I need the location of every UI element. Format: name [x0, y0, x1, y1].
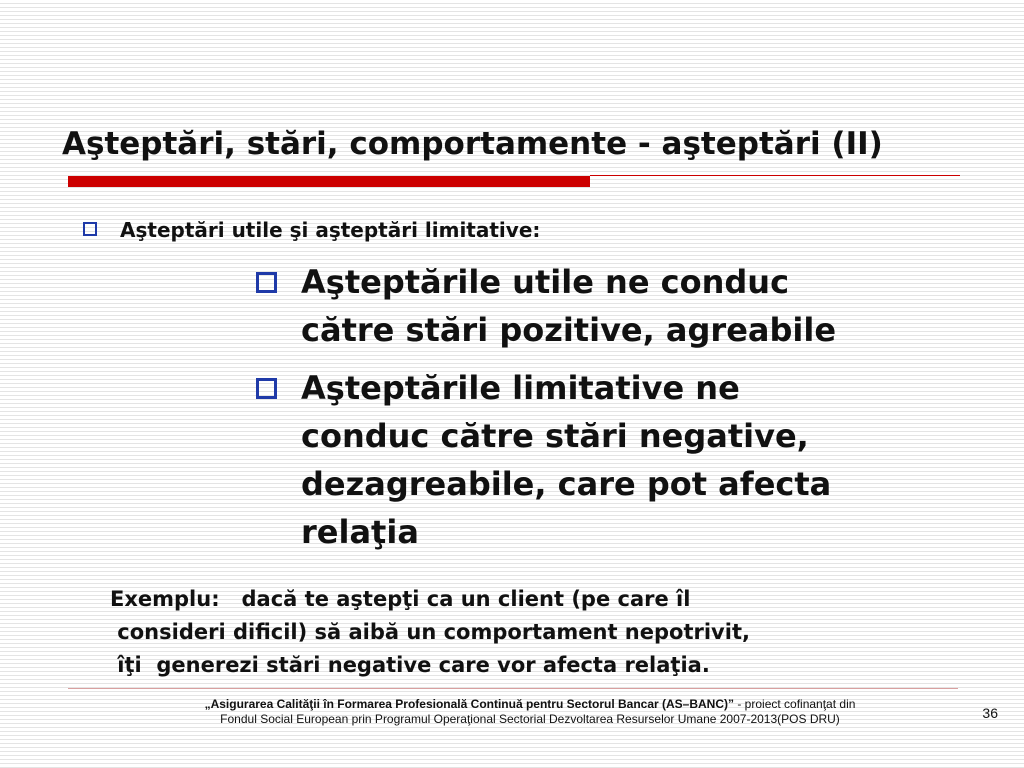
footer-credits: [90, 697, 970, 727]
square-bullet-icon: [256, 378, 277, 399]
example-line: Exemplu: dacă te aştepţi ca un client (pe care îl: [110, 587, 691, 611]
bullet-text-line: dezagreabile, care pot afecta: [301, 465, 832, 503]
bullet-level2-limiting-expectations: [301, 364, 941, 556]
footer-project-name: „Asigurarea Calităţii în Formarea Profesională Continuă pentru Sectorul Bancar (AS–BANC)”: [204, 697, 735, 711]
example-line: îţi generezi stări negative care vor afecta relaţia.: [110, 653, 710, 677]
bullet-text-line: Aşteptările utile ne conduc: [301, 263, 790, 301]
bullet-text-line: relaţia: [301, 513, 419, 551]
bullet-level1-text: Aşteptări utile şi aşteptări limitative:: [120, 218, 541, 242]
square-bullet-icon: [83, 222, 97, 236]
footer-divider: [68, 688, 958, 689]
title-accent-rule: [590, 175, 960, 176]
bullet-level2-useful-expectations: [301, 258, 941, 354]
slide-number: 36: [982, 705, 998, 721]
title-accent-bar: [68, 176, 590, 187]
bullet-text-line: către stări pozitive, agreabile: [301, 311, 837, 349]
slide-title: Aşteptări, stări, comportamente - aşteptări (II): [62, 126, 883, 162]
footer-cofinance-text: - proiect cofinanţat din: [734, 697, 856, 711]
footer-line-2: Fondul Social European prin Programul Operaţional Sectorial Dezvoltarea Resurselor Umane 2007-2013(POS DRU): [220, 712, 840, 726]
bullet-text-line: Aşteptările limitative ne: [301, 369, 740, 407]
square-bullet-icon: [256, 272, 277, 293]
example-line: consideri dificil) să aibă un comportament nepotrivit,: [110, 620, 750, 644]
example-paragraph: [110, 583, 930, 682]
footer-line-1: [90, 697, 970, 712]
bullet-text-line: conduc către stări negative,: [301, 417, 809, 455]
